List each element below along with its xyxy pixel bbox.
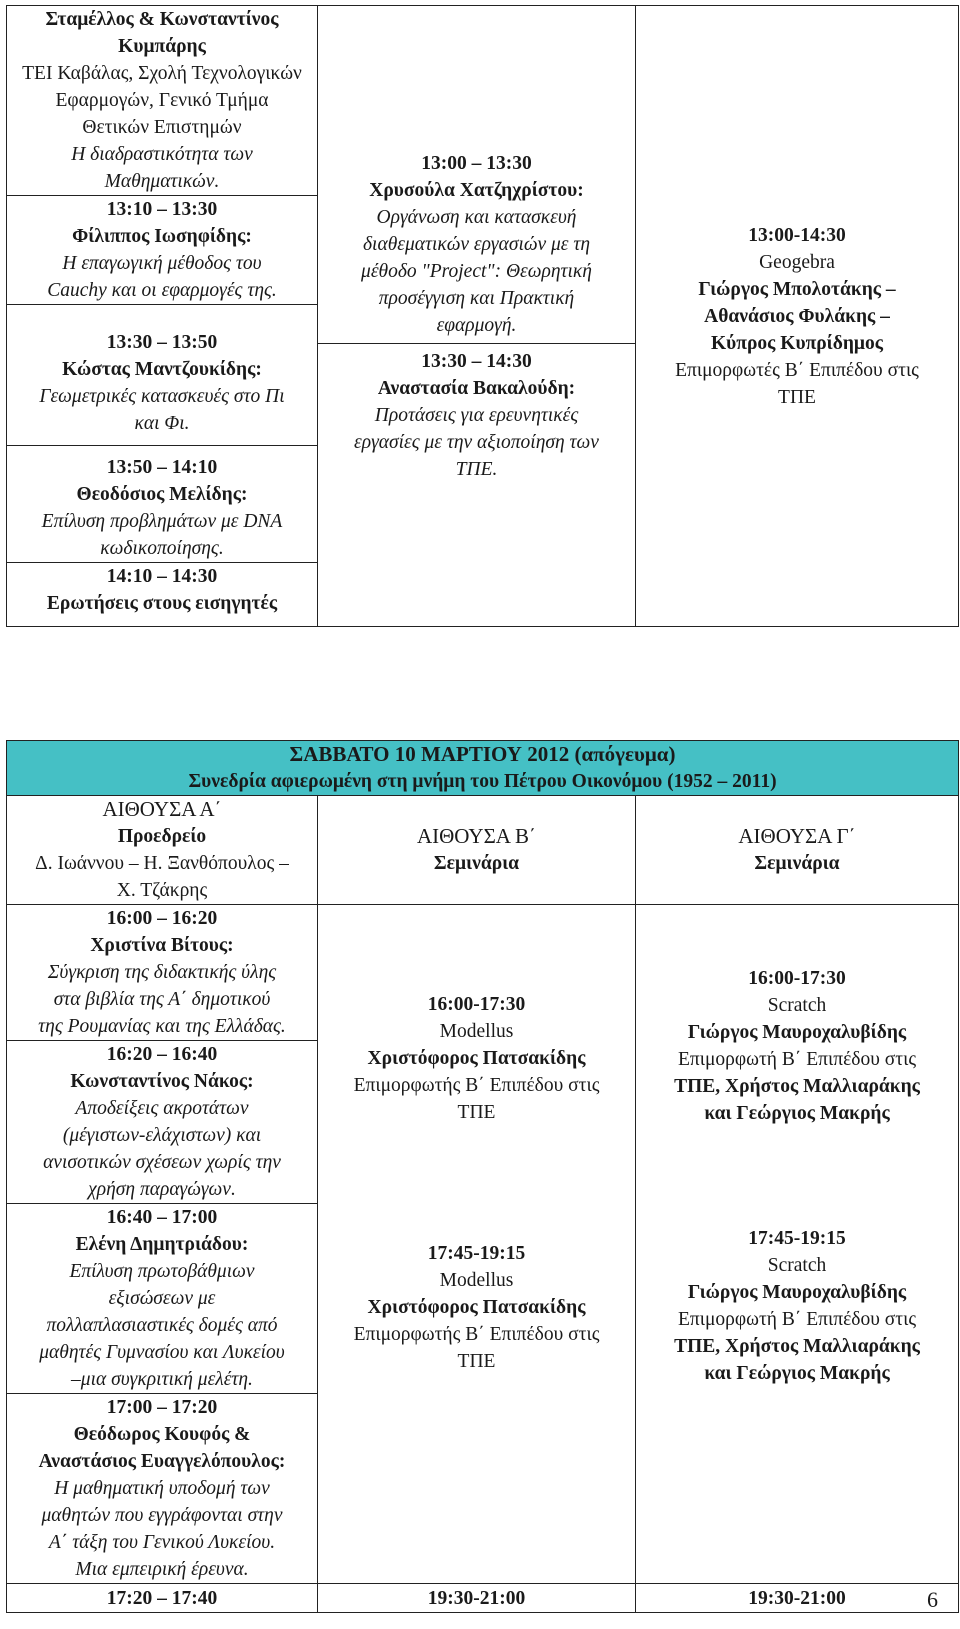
schedule-entry [318, 150, 635, 343]
text-line: Αθανάσιος Φυλάκης – [704, 305, 890, 327]
schedule-entry [7, 195, 317, 304]
schedule-entry [318, 343, 635, 483]
text-line: Επίλυση προβλημάτων με DNA [41, 511, 283, 532]
text-line: 13:00 – 13:30 [421, 152, 532, 174]
last-row-col1 [7, 1584, 318, 1613]
top-col3-cell [636, 6, 959, 627]
text-line: ΤΠΕ [457, 1102, 496, 1123]
text-line: στα βιβλία της Α΄ δημοτικού [53, 989, 271, 1010]
text-line: Γιώργος Μπολοτάκης – [698, 278, 896, 300]
schedule-entry [7, 304, 317, 445]
text-line: 16:40 – 17:00 [106, 1207, 218, 1228]
session-subtitle: Συνεδρία αφιερωμένη στη μνήμη του Πέτρου Οικονόμου (1952 – 2011) [188, 771, 777, 792]
text-line: Φίλιππος Ιωσηφίδης: [72, 226, 252, 247]
schedule-entry [636, 905, 958, 1127]
room-c-name: ΑΙΘΟΥΣΑ Γ΄ [738, 824, 856, 848]
text-line: ΤΕΙ Καβάλας, Σχολή Τεχνολογικών [22, 63, 302, 84]
text-line: Scratch [767, 1255, 827, 1276]
last-row-col2 [318, 1584, 636, 1613]
session-header [7, 741, 959, 796]
bottom-col2-cell [318, 905, 636, 1584]
top-col1-content [7, 6, 317, 617]
top-col3-content [636, 222, 958, 411]
text-line: μαθητών που εγγράφονται στην [41, 1505, 283, 1526]
text-line: Γεωμετρικές κατασκευές στο Πι [39, 386, 285, 407]
text-line: κωδικοποίησης. [100, 538, 224, 559]
text-line: Επιμορφωτή Β΄ Επιπέδου στις [677, 1309, 917, 1330]
text-line: Κωνσταντίνος Νάκος: [70, 1071, 254, 1092]
text-line: ανισοτικών σχέσεων χωρίς την [43, 1152, 281, 1173]
text-line: Η μαθηματική υποδομή των [54, 1478, 270, 1499]
text-line: Θεοδόσιος Μελίδης: [76, 484, 248, 505]
schedule-entry [318, 1126, 635, 1375]
text-line: Θεόδωρος Κουφός & [73, 1424, 251, 1445]
text-line: Θετικών Επιστημών [82, 117, 242, 138]
text-line: Επίλυση πρωτοβάθμιων [69, 1261, 255, 1282]
text-line: Μια εμπειρική έρευνα. [75, 1559, 249, 1580]
text-line: Χριστόφορος Πατσακίδης [367, 1048, 586, 1069]
text-line: 13:30 – 14:30 [421, 350, 532, 372]
text-line: Ελένη Δημητριάδου: [75, 1234, 249, 1255]
top-schedule-table [6, 5, 959, 627]
room-a-header [7, 796, 318, 905]
text-line: 13:10 – 13:30 [106, 199, 218, 220]
text-line: Γιώργος Μαυροχαλυβίδης [687, 1022, 907, 1043]
last-row-col3 [636, 1584, 959, 1613]
text-line: 16:00-17:30 [427, 994, 526, 1015]
text-line: Α΄ τάξη του Γενικού Λυκείου. [48, 1532, 276, 1553]
schedule-entry [636, 1127, 958, 1387]
text-line: Χ. Τζάκρης [116, 880, 208, 901]
text-line: Modellus [439, 1270, 514, 1291]
schedule-entry [7, 905, 317, 1040]
last-row-time-3: 19:30-21:00 [748, 1587, 846, 1609]
text-line: Χριστόφορος Πατσακίδης [367, 1297, 586, 1318]
text-line: προσέγγιση και Πρακτική [378, 287, 575, 309]
text-line: 16:00 – 16:20 [106, 908, 218, 929]
text-line: της Ρουμανίας και της Ελλάδας. [38, 1016, 286, 1037]
text-line: 13:50 – 14:10 [106, 457, 218, 478]
text-line: Σύγκριση της διδακτικής ύλης [47, 962, 277, 983]
session-title: ΣΑΒΒΑΤΟ 10 ΜΑΡΤΙΟΥ 2012 (απόγευμα) [289, 742, 676, 766]
last-row-time-2: 19:30-21:00 [427, 1587, 526, 1609]
schedule-entry [7, 562, 317, 617]
top-col1-cell [7, 6, 318, 627]
text-line: Επιμορφωτής Β΄ Επιπέδου στις [353, 1324, 600, 1345]
page-number: 6 [927, 1587, 938, 1612]
bottom-schedule-table [6, 740, 959, 1613]
text-line: 16:00-17:30 [748, 968, 846, 989]
text-line: 13:00-14:30 [748, 224, 846, 246]
text-line: Modellus [439, 1021, 514, 1042]
schedule-entry [7, 1393, 317, 1583]
text-line: Η επαγωγική μέθοδος του [62, 253, 262, 274]
text-line: Αναστασία Βακαλούδη: [377, 377, 576, 399]
room-a-content [7, 796, 317, 904]
text-line: ΤΠΕ, Χρήστος Μαλλιαράκης [674, 1336, 920, 1357]
text-line: μέθοδο "Project": Θεωρητική [361, 260, 592, 282]
text-line: (μέγιστων-ελάχιστων) και [62, 1125, 262, 1146]
text-line: και Γεώργιος Μακρής [704, 1363, 890, 1384]
room-b-name: ΑΙΘΟΥΣΑ Β΄ [416, 824, 537, 848]
text-line: 17:00 – 17:20 [106, 1397, 218, 1418]
text-line: Χριστίνα Βίτους: [90, 935, 234, 956]
text-line: Cauchy και οι εφαρμογές της. [47, 280, 277, 301]
text-line: –μια συγκριτική μελέτη. [71, 1369, 253, 1390]
room-c-header [636, 796, 959, 905]
text-line: 16:20 – 16:40 [106, 1044, 218, 1065]
text-line: ΤΠΕ, Χρήστος Μαλλιαράκης [674, 1076, 920, 1097]
top-col2-cell [318, 6, 636, 627]
schedule-entry [7, 445, 317, 562]
bottom-col2-content [318, 905, 635, 1375]
text-line: Επιμορφωτής Β΄ Επιπέδου στις [353, 1075, 600, 1096]
text-line: 13:30 – 13:50 [106, 332, 218, 353]
text-line: Αναστάσιος Ευαγγελόπουλος: [38, 1451, 286, 1472]
bottom-col3-content [636, 905, 958, 1387]
text-line: Επιμορφωτές Β΄ Επιπέδου στις [675, 359, 919, 381]
text-line: ΑΙΘΟΥΣΑ Α΄ [102, 797, 222, 821]
schedule-entry [7, 1203, 317, 1393]
text-line: Αποδείξεις ακροτάτων [75, 1098, 249, 1119]
text-line: Οργάνωση και κατασκευή [376, 206, 577, 228]
schedule-entry [7, 6, 317, 195]
text-line: 14:10 – 14:30 [106, 566, 218, 587]
bottom-col1-content [7, 905, 317, 1583]
text-line: ΤΠΕ [457, 1351, 496, 1372]
text-line: Ερωτήσεις στους εισηγητές [46, 593, 278, 614]
text-line: Δ. Ιωάννου – Η. Ξανθόπουλος – [35, 853, 289, 874]
text-line: Προεδρείο [117, 826, 207, 847]
text-line: ΤΠΕ. [455, 458, 498, 480]
last-row-time-1: 17:20 – 17:40 [106, 1587, 218, 1609]
text-line: Μαθηματικών. [104, 171, 220, 192]
text-line: Κώστας Μαντζουκίδης: [62, 359, 262, 380]
text-line: Εφαρμογών, Γενικό Τμήμα [55, 90, 269, 111]
schedule-entry [318, 905, 635, 1126]
text-line: Προτάσεις για ερευνητικές [374, 404, 579, 426]
text-line: χρήση παραγώγων. [88, 1179, 236, 1200]
text-line: διαθεματικών εργασιών με τη [362, 233, 591, 255]
text-line: και Φι. [134, 413, 190, 434]
schedule-entry [7, 1040, 317, 1203]
text-line: Κυμπάρης [118, 36, 206, 57]
text-line: Χρυσούλα Χατζηχρίστου: [369, 179, 584, 201]
bottom-col1-cell [7, 905, 318, 1584]
text-line: πολλαπλασιαστικές δομές από [46, 1315, 278, 1336]
text-line: Κύπρος Κυπρίδημος [711, 332, 883, 354]
text-line: εξισώσεων με [108, 1288, 216, 1309]
text-line: Γιώργος Μαυροχαλυβίδης [687, 1282, 907, 1303]
room-c-type: Σεμινάρια [754, 853, 840, 874]
text-line: 17:45-19:15 [748, 1228, 846, 1249]
bottom-col3-cell [636, 905, 959, 1584]
text-line: ΤΠΕ [778, 386, 816, 408]
text-line: εφαρμογή. [436, 314, 517, 336]
text-line: Η διαδραστικότητα των [71, 144, 253, 165]
top-col2-content [318, 150, 635, 483]
text-line: 17:45-19:15 [427, 1243, 526, 1264]
text-line: Σταμέλλος & Κωνσταντίνος [45, 9, 279, 30]
text-line: Επιμορφωτή Β΄ Επιπέδου στις [677, 1049, 917, 1070]
text-line: Geogebra [759, 251, 835, 273]
room-b-header [318, 796, 636, 905]
text-line: Scratch [767, 995, 827, 1016]
text-line: και Γεώργιος Μακρής [704, 1103, 890, 1124]
text-line: μαθητές Γυμνασίου και Λυκείου [39, 1342, 285, 1363]
room-b-type: Σεμινάρια [433, 853, 520, 874]
text-line: εργασίες με την αξιοποίηση των [354, 431, 599, 453]
